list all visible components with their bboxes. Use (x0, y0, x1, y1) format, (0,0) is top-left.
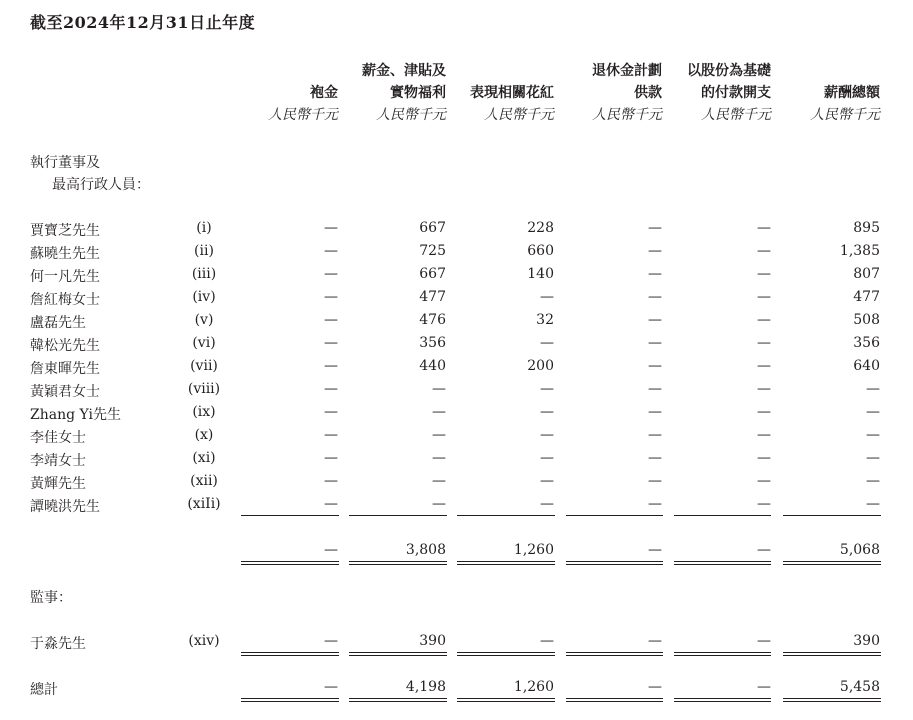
row-label: 盧磊先生 (30, 315, 86, 331)
row-label: 李佳女士 (30, 430, 86, 446)
row-label: 于淼先生 (30, 636, 86, 652)
value-cell: — (866, 427, 880, 443)
row-label: 何一凡先生 (30, 269, 100, 285)
value-cell: 440 (419, 358, 446, 374)
value-cell: 477 (853, 289, 880, 305)
row-note-ref: (vii) (190, 358, 218, 374)
row-label: 韓松光先生 (30, 338, 100, 354)
value-cell: 725 (419, 243, 446, 259)
value-cell: — (648, 220, 662, 236)
value-cell: — (757, 427, 771, 443)
value-cell: 640 (853, 358, 880, 374)
value-cell: 356 (853, 335, 880, 351)
double-rule (674, 652, 771, 656)
value-cell: 667 (419, 220, 446, 236)
value-cell: — (324, 404, 338, 420)
single-rule (783, 515, 881, 516)
value-cell: — (757, 220, 771, 236)
col-header-line: 薪金、津貼及 (362, 63, 446, 79)
value-cell: — (648, 450, 662, 466)
value-cell: — (648, 427, 662, 443)
table-title: 截至2024年12月31日止年度 (30, 13, 256, 32)
double-rule (783, 698, 881, 702)
single-rule (566, 515, 663, 516)
row-label: 李靖女士 (30, 453, 86, 469)
col-header-fees (310, 82, 338, 104)
double-rule (457, 652, 555, 656)
value-cell: — (540, 450, 554, 466)
value-cell: — (324, 496, 338, 512)
value-cell: — (648, 243, 662, 259)
value-cell: — (432, 381, 446, 397)
value-cell: 390 (853, 633, 880, 649)
row-note-ref: (v) (194, 312, 214, 328)
single-rule (674, 515, 771, 516)
row-note-ref: (vi) (192, 335, 216, 351)
value-cell: — (757, 542, 771, 558)
value-cell: — (757, 289, 771, 305)
col-header-line: 供款 (634, 85, 662, 101)
value-cell: 390 (419, 633, 446, 649)
value-cell: — (324, 633, 338, 649)
col-header-total (824, 82, 880, 104)
value-cell: — (540, 335, 554, 351)
value-cell: — (432, 450, 446, 466)
value-cell: — (648, 473, 662, 489)
row-note-ref: (iv) (192, 289, 216, 305)
row-label: 黃穎君女士 (30, 384, 100, 400)
value-cell: — (324, 473, 338, 489)
col-header-line: 實物福利 (390, 85, 446, 101)
col-unit: 人民幣千元 (376, 107, 446, 123)
value-cell: 356 (419, 335, 446, 351)
section-heading-directors-cont: 最高行政人員： (52, 177, 150, 193)
value-cell: 3,808 (405, 542, 446, 558)
value-cell: 807 (853, 266, 880, 282)
value-cell: — (757, 358, 771, 374)
col-unit: 人民幣千元 (592, 107, 662, 123)
value-cell: — (866, 381, 880, 397)
value-cell: 140 (527, 266, 554, 282)
value-cell: 477 (419, 289, 446, 305)
row-note-ref: (xi) (192, 450, 216, 466)
row-label: 詹紅梅女士 (30, 292, 100, 308)
col-header-salaries (362, 60, 446, 104)
value-cell: 32 (536, 312, 554, 328)
row-label: 譚曉洪先生 (30, 499, 100, 515)
row-note-ref: (xiv) (188, 633, 220, 649)
value-cell: — (648, 289, 662, 305)
value-cell: — (648, 312, 662, 328)
value-cell: — (324, 679, 338, 695)
col-unit: 人民幣千元 (701, 107, 771, 123)
col-unit: 人民幣千元 (268, 107, 338, 123)
double-rule (241, 652, 339, 656)
double-rule (241, 698, 339, 702)
col-header-line: 以股份為基礎 (687, 63, 771, 79)
row-label: Zhang Yi先生 (30, 407, 121, 423)
col-header-line: 袍金 (310, 85, 338, 101)
value-cell: — (432, 427, 446, 443)
row-note-ref: (iii) (191, 266, 217, 282)
value-cell: — (540, 633, 554, 649)
double-rule (674, 561, 771, 565)
row-label: 賈寶芝先生 (30, 223, 100, 239)
value-cell: 1,385 (839, 243, 880, 259)
value-cell: — (648, 404, 662, 420)
row-label: 黃輝先生 (30, 476, 86, 492)
value-cell: — (648, 266, 662, 282)
value-cell: 1,260 (513, 679, 554, 695)
double-rule (349, 652, 447, 656)
value-cell: — (757, 496, 771, 512)
double-rule (674, 698, 771, 702)
value-cell: 1,260 (513, 542, 554, 558)
value-cell: — (324, 289, 338, 305)
value-cell: 4,198 (405, 679, 446, 695)
row-label: 總計 (30, 682, 58, 698)
double-rule (783, 652, 881, 656)
row-label: 詹東暉先生 (30, 361, 100, 377)
value-cell: 895 (853, 220, 880, 236)
col-unit: 人民幣千元 (810, 107, 880, 123)
value-cell: 5,068 (839, 542, 880, 558)
double-rule (566, 652, 663, 656)
value-cell: — (648, 496, 662, 512)
value-cell: 660 (527, 243, 554, 259)
value-cell: — (324, 381, 338, 397)
row-label: 蘇曉生先生 (30, 246, 100, 262)
value-cell: — (324, 427, 338, 443)
value-cell: — (324, 542, 338, 558)
value-cell: — (540, 404, 554, 420)
single-rule (241, 515, 339, 516)
value-cell: — (324, 266, 338, 282)
double-rule (349, 561, 447, 565)
double-rule (783, 561, 881, 565)
col-header-line: 薪酬總額 (824, 85, 880, 101)
value-cell: — (866, 404, 880, 420)
value-cell: — (757, 633, 771, 649)
value-cell: — (866, 496, 880, 512)
value-cell: — (432, 404, 446, 420)
value-cell: — (757, 243, 771, 259)
col-header-line: 的付款開支 (701, 85, 771, 101)
value-cell: — (757, 266, 771, 282)
value-cell: — (324, 450, 338, 466)
row-note-ref: (viii) (187, 381, 221, 397)
value-cell: — (324, 312, 338, 328)
double-rule (566, 561, 663, 565)
value-cell: — (432, 496, 446, 512)
value-cell: 667 (419, 266, 446, 282)
value-cell: — (866, 473, 880, 489)
value-cell: — (540, 381, 554, 397)
value-cell: — (432, 473, 446, 489)
value-cell: — (757, 679, 771, 695)
double-rule (566, 698, 663, 702)
double-rule (349, 698, 447, 702)
value-cell: — (540, 496, 554, 512)
value-cell: — (757, 473, 771, 489)
row-note-ref: (ii) (194, 243, 214, 259)
value-cell: — (757, 404, 771, 420)
value-cell: — (540, 289, 554, 305)
value-cell: — (648, 335, 662, 351)
value-cell: — (324, 358, 338, 374)
double-rule (241, 561, 339, 565)
single-rule (457, 515, 555, 516)
row-note-ref: (x) (194, 427, 214, 443)
col-header-share-based (687, 60, 771, 104)
value-cell: — (648, 381, 662, 397)
value-cell: — (648, 542, 662, 558)
row-note-ref: (xiIi) (187, 496, 221, 512)
row-note-ref: (i) (196, 220, 212, 236)
value-cell: — (757, 450, 771, 466)
value-cell: — (324, 220, 338, 236)
col-header-line: 退休金計劃 (592, 63, 662, 79)
value-cell: — (540, 473, 554, 489)
value-cell: — (757, 312, 771, 328)
value-cell: 5,458 (839, 679, 880, 695)
col-header-pension (592, 60, 662, 104)
value-cell: — (757, 335, 771, 351)
value-cell: — (540, 427, 554, 443)
double-rule (457, 561, 555, 565)
col-header-line: 表現相關花紅 (470, 85, 554, 101)
double-rule (457, 698, 555, 702)
col-header-bonus (470, 82, 554, 104)
section-heading-supervisors: 監事： (30, 590, 72, 606)
single-rule (349, 515, 447, 516)
value-cell: 476 (419, 312, 446, 328)
row-note-ref: (ix) (192, 404, 216, 420)
value-cell: 228 (527, 220, 554, 236)
value-cell: — (757, 381, 771, 397)
section-heading-directors: 執行董事及 (30, 155, 100, 171)
value-cell: — (866, 450, 880, 466)
row-note-ref: (xii) (190, 473, 218, 489)
value-cell: 508 (853, 312, 880, 328)
value-cell: — (648, 679, 662, 695)
value-cell: — (324, 335, 338, 351)
col-unit: 人民幣千元 (484, 107, 554, 123)
value-cell: — (324, 243, 338, 259)
value-cell: — (648, 633, 662, 649)
value-cell: 200 (527, 358, 554, 374)
value-cell: — (648, 358, 662, 374)
